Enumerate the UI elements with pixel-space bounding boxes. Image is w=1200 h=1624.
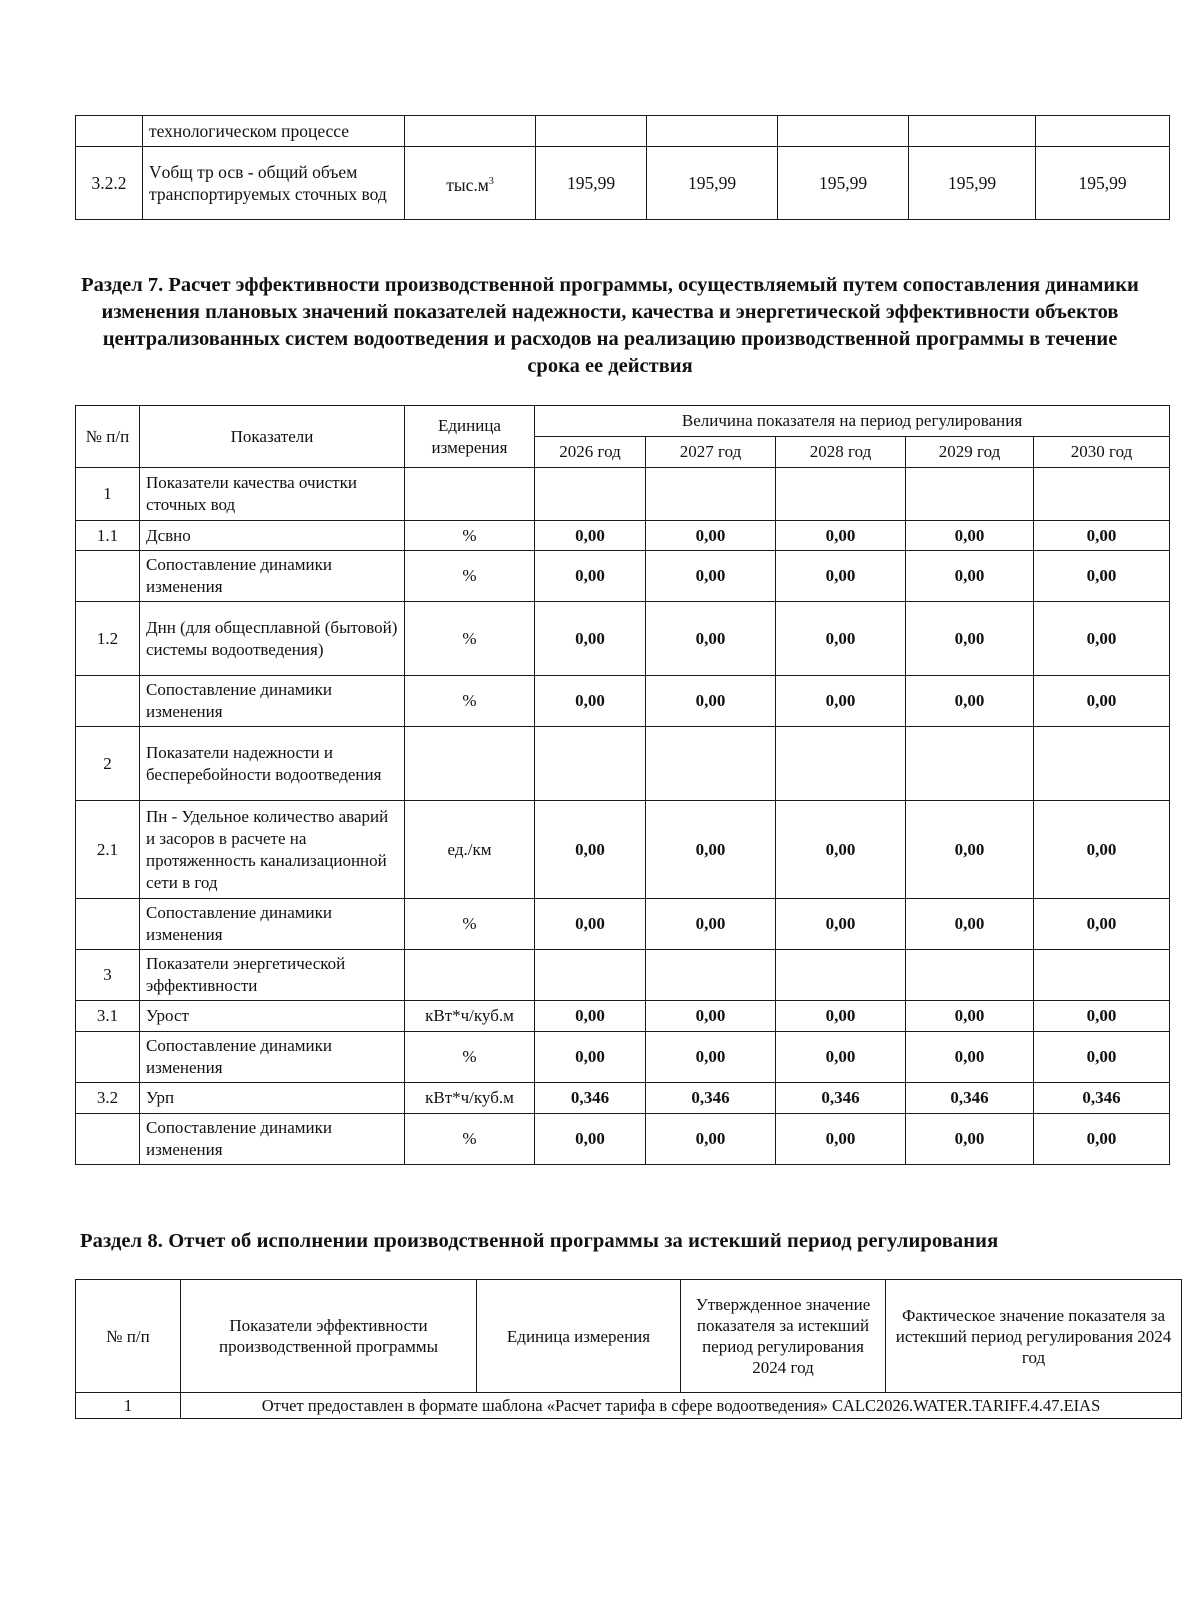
value: 0,00 [535,1114,646,1165]
header-year: 2028 год [776,437,906,468]
value: 0,00 [906,1032,1034,1083]
table-row [76,147,1170,220]
table-row [76,727,1170,801]
indicator-name: Днн (для общесплавной (бытовой) системы водоотведения) [140,602,405,676]
header-year: 2027 год [646,437,776,468]
unit: кВт*ч/куб.м [405,1083,535,1114]
unit-superscript: 3 [488,175,494,187]
continued-table [75,115,1170,220]
header-approved: Утвержденное значение показателя за истекший период регулирования 2024 год [681,1280,886,1393]
value [776,468,906,521]
value: 0,00 [906,1114,1034,1165]
value: 0,00 [906,1001,1034,1032]
value: 0,00 [646,551,776,602]
indicator-name: технологическом процессе [143,116,405,147]
unit: ед./км [405,801,535,899]
value [906,727,1034,801]
row-number: 3 [76,950,140,1001]
value [535,468,646,521]
unit [405,727,535,801]
section-8-title: Раздел 8. Отчет об исполнении производственной программы за истекший период регулирования [80,1230,999,1252]
unit: % [405,521,535,551]
report-note: Отчет предоставлен в формате шаблона «Расчет тарифа в сфере водоотведения» CALC2026.WATER.TARIFF.4.47.EIAS [181,1393,1182,1419]
value: 0,00 [646,1032,776,1083]
table-row [76,801,1170,899]
indicator-name: Дсвно [140,521,405,551]
unit: % [405,551,535,602]
header-year: 2030 год [1034,437,1170,468]
header-indicator: Показатели [140,406,405,468]
value: 0,00 [1034,899,1170,950]
value: 0,00 [646,521,776,551]
row-number: 1.1 [76,521,140,551]
value: 0,00 [906,551,1034,602]
table-row [76,950,1170,1001]
table-row [76,1001,1170,1032]
indicator-name: Сопоставление динамики изменения [140,1032,405,1083]
header-actual: Фактическое значение показателя за истекший период регулирования 2024 год [886,1280,1182,1393]
value: 0,00 [906,521,1034,551]
value [776,950,906,1001]
value: 0,00 [535,676,646,727]
section-7-table [75,405,1170,1165]
value: 195,99 [778,147,909,220]
value: 195,99 [909,147,1036,220]
unit: % [405,676,535,727]
indicator-name: Показатели энергетической эффективности [140,950,405,1001]
unit: % [405,899,535,950]
value [647,116,778,147]
table-row [76,1393,1182,1419]
row-number [76,1114,140,1165]
value: 0,346 [1034,1083,1170,1114]
table-row [76,602,1170,676]
table-row [76,1114,1170,1165]
value [909,116,1036,147]
row-number [76,116,143,147]
indicator-name: Показатели надежности и бесперебойности водоотведения [140,727,405,801]
value: 0,00 [646,676,776,727]
value: 0,00 [646,801,776,899]
value: 0,346 [535,1083,646,1114]
unit: % [405,602,535,676]
indicator-name: Сопоставление динамики изменения [140,551,405,602]
value [778,116,909,147]
row-number: 3.1 [76,1001,140,1032]
value: 0,00 [1034,1114,1170,1165]
value: 0,00 [1034,602,1170,676]
value [536,116,647,147]
table-row [76,116,1170,147]
indicator-name: Урп [140,1083,405,1114]
value [646,727,776,801]
indicator-name: Показатели качества очистки сточных вод [140,468,405,521]
value: 0,00 [646,1001,776,1032]
value: 0,00 [1034,801,1170,899]
header-period-group: Величина показателя на период регулирования [535,406,1170,437]
indicator-name: Урост [140,1001,405,1032]
table-row [76,1032,1170,1083]
unit-text: тыс.м [446,174,489,195]
indicator-name: Пн - Удельное количество аварий и засоров в расчете на протяженность канализационной сети в год [140,801,405,899]
table-row [76,551,1170,602]
section-8-table [75,1279,1182,1419]
header-indicator: Показатели эффективности производственной программы [181,1280,477,1393]
value: 195,99 [1036,147,1170,220]
value [906,950,1034,1001]
unit [405,468,535,521]
header-unit: Единица измерения [477,1280,681,1393]
header-num: № п/п [76,1280,181,1393]
value: 0,00 [776,602,906,676]
table-row [76,521,1170,551]
indicator-name: Сопоставление динамики изменения [140,676,405,727]
value: 0,00 [646,602,776,676]
indicator-name: Vобщ тр осв - общий объем транспортируемых сточных вод [143,147,405,220]
indicator-name: Сопоставление динамики изменения [140,899,405,950]
header-num: № п/п [76,406,140,468]
value: 0,00 [1034,551,1170,602]
value: 195,99 [536,147,647,220]
value: 0,00 [1034,676,1170,727]
unit [405,147,536,220]
value [646,950,776,1001]
value: 0,00 [776,801,906,899]
table-row [76,676,1170,727]
value [535,727,646,801]
unit: % [405,1114,535,1165]
row-number: 1.2 [76,602,140,676]
row-number: 2 [76,727,140,801]
header-row [76,1280,1182,1393]
row-number [76,676,140,727]
value: 0,00 [535,1032,646,1083]
value: 0,00 [1034,521,1170,551]
unit: кВт*ч/куб.м [405,1001,535,1032]
value: 0,00 [646,899,776,950]
value: 0,346 [646,1083,776,1114]
section-7-title: Раздел 7. Расчет эффективности производственной программы, осуществляемый путем сопоставления динамики изменения плановых значений показателей надежности, качества и энергетической эффективности объектов централизованных систем водоотведения и расходов на реализацию производственной программы в течение срока ее действия [81,274,1139,377]
value: 0,00 [776,899,906,950]
value: 0,00 [535,1001,646,1032]
value: 0,00 [906,899,1034,950]
value: 0,00 [1034,1001,1170,1032]
value: 0,00 [535,521,646,551]
value: 0,00 [646,1114,776,1165]
value: 0,00 [776,1001,906,1032]
table-row [76,899,1170,950]
value [1034,950,1170,1001]
value: 0,00 [535,801,646,899]
unit [405,950,535,1001]
row-number: 3.2.2 [76,147,143,220]
value: 195,99 [647,147,778,220]
row-number: 3.2 [76,1083,140,1114]
indicator-name: Сопоставление динамики изменения [140,1114,405,1165]
value: 0,346 [776,1083,906,1114]
value [776,727,906,801]
header-row [76,406,1170,437]
value: 0,00 [776,551,906,602]
value [535,950,646,1001]
value [1036,116,1170,147]
row-number [76,899,140,950]
value [906,468,1034,521]
row-number: 1 [76,468,140,521]
header-unit: Единица измерения [405,406,535,468]
value: 0,00 [776,676,906,727]
header-year: 2026 год [535,437,646,468]
value: 0,00 [535,602,646,676]
value: 0,00 [776,521,906,551]
header-year: 2029 год [906,437,1034,468]
row-number: 2.1 [76,801,140,899]
table-row [76,1083,1170,1114]
value: 0,00 [906,602,1034,676]
value [1034,468,1170,521]
value: 0,00 [1034,1032,1170,1083]
unit: % [405,1032,535,1083]
value: 0,00 [906,801,1034,899]
table-row [76,468,1170,521]
value [1034,727,1170,801]
row-number [76,1032,140,1083]
value [646,468,776,521]
row-number [76,551,140,602]
row-number: 1 [76,1393,181,1419]
value: 0,00 [776,1114,906,1165]
value: 0,00 [535,551,646,602]
value: 0,00 [776,1032,906,1083]
value: 0,00 [535,899,646,950]
unit [405,116,536,147]
value: 0,00 [906,676,1034,727]
value: 0,346 [906,1083,1034,1114]
